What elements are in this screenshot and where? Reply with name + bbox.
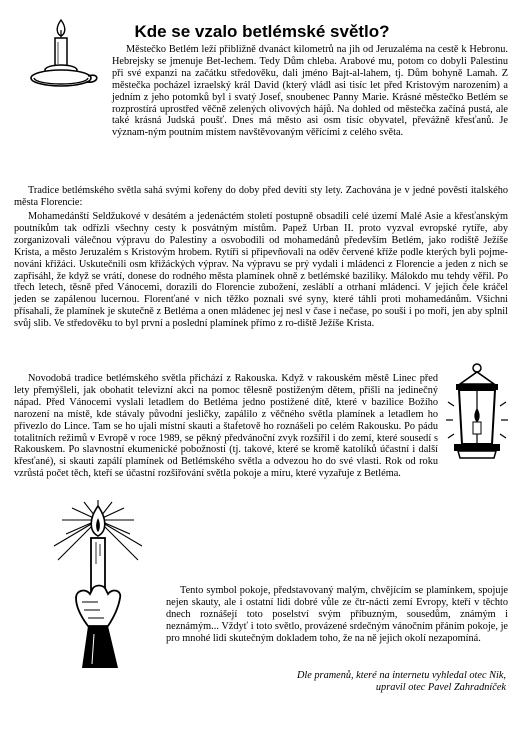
paragraph-2: Tradice betlémského světla sahá svými kořeny do doby před devíti sty lety. Zachována je v jedné pověsti italského města Florencie:: [14, 185, 508, 208]
hand-candle-illustration: [38, 498, 158, 674]
signature-line-2: upravil otec Pavel Zahradníček: [375, 682, 506, 693]
paragraph-4: Novodobá tradice betlémského světla přichází z Rakouska. Když v rakouském městě Linec před lety přemýšleli, jak obohatit televizní akci na pomoc tělesně postiženým dětem, přišli na jedinečný nápad. Před Vánocemi vyslali letadlem do Betléma jedno postižené dítě, které v bazilice Božího narození na místě, kde stávaly původní jesličky, zapálilo z věčného světla plamínek a letadlem ho přivezlo do Lince. Tam se ho ujali místní skauti a štafetově ho roznášeli po celém Rakousku. Po pádu totalitních režimů v Evropě v roce 1989, se pěkný předvánoční zvyk rozšířil i do zemí, které sousedí s Rakouskem. Po slavnostní ekumenické pobožnosti (tj. takové, které se kromě katolíků účastní i další křesťané), si skauti zapálí plamínek od Betlémského světla a odvezou ho do své vlasti. Rok od roku vzrůstá počet těch, kteří se účastní rozšiřování světla pokoje a míru, které vyzařuje z Betléma.: [14, 373, 438, 480]
paragraph-5: Tento symbol pokoje, představovaný malým, chvějícím se plamínkem, spojuje nejen skauty, ale i ostatní lidi dobré vůle ze čtr-nácti zemí Evropy, kteří v těchto dnech roznášejí toto poselství svým příbuzným, sousedům, známým i neznámým... Vždyť i toto světlo, provázené srdečným vánočním přáním pokoje, je pro mnohé lidi skutečným dokladem toho, že na ně jejich okolí nezapomíná.: [166, 585, 508, 644]
candlestick-illustration: [22, 18, 100, 90]
paragraph-3: Mohamedánští Seldžukové v desátém a jedenáctém století postupně obsadili celé území Malé Asie a křesťanským poutníkům tak odřízli všechny cesty k posvátným místům. Papež Urban II. proto vyzval evropské rytíře, aby zorganizovali válečnou výpravu do Palestiny a osvobodili od mohamedánů především Betlém, jako rodiště Ježíše Krista, a město Jeruzalém s Kristovým hrobem. Rytíři si připevňovali na oděv červené kříže podle kterých byli pojme-nováni křižáci. Uskutečnili osm křižáckých výprav. Na výpravu se prý vydali i mládenci z Florencie a jeden z nich se zapřisáhl, že když se vrátí, donese do rodného města plamínek ohně z betlémské baziliky. Málokdo mu tehdy věřil. Po třech letech, těsně před Vánocemi, dorazili do Florencie zubožení, zesláblí a otrhaní mládenci. V jejich čele kráčel jeden se zapálenou lucernou. Florenťané v nich těžko poznali své syny, které táhli proti mohamedánům. Všichni přísahali, že plamínek je skutečně z Betléma a onen mládenec jej nesl v čase i nečase, po souši i po moři, jen aby splnil svůj slib. Ve středověku to byl první a poslední plamínek přímo z ro-diště Ježíše Krista.: [14, 211, 508, 330]
lantern-illustration: [442, 362, 512, 470]
signature-line-1: Dle pramenů, které na internetu vyhledal otec Nik,: [296, 670, 506, 681]
signature: [297, 670, 506, 694]
paragraph-1: Městečko Betlém leží přibližně dvanáct kilometrů na jih od Jeruzaléma na cestě k Hebronu. Hebrejsky se jmenuje Bet-lechem. Tedy Dům chleba. Arabové mu, potom co dobyli Palestinu při své expanzi na začátku středověku, dali jméno Bajt-al-lahem, tj. Dům bohyně Lamah. Z městečka pocházel izraelský král David (který vládl asi tisíc let před Kristovým narozením) a jedním z jeho potomků byl i svatý Josef, snoubenec Panny Marie. Krásné městečko Betlém se rozprostírá uprostřed věčně zelených olivových hájů. Na dohled od městečka začíná pustá, ale také krásná Judská poušť. Dnes má město asi osm tisíc obyvatel, převážně křesťanů. Je význam-ným poutním místem navštěvovaným věřícími z celého světa.: [112, 44, 508, 139]
page-title: Kde se vzalo betlémské světlo?: [134, 22, 390, 41]
